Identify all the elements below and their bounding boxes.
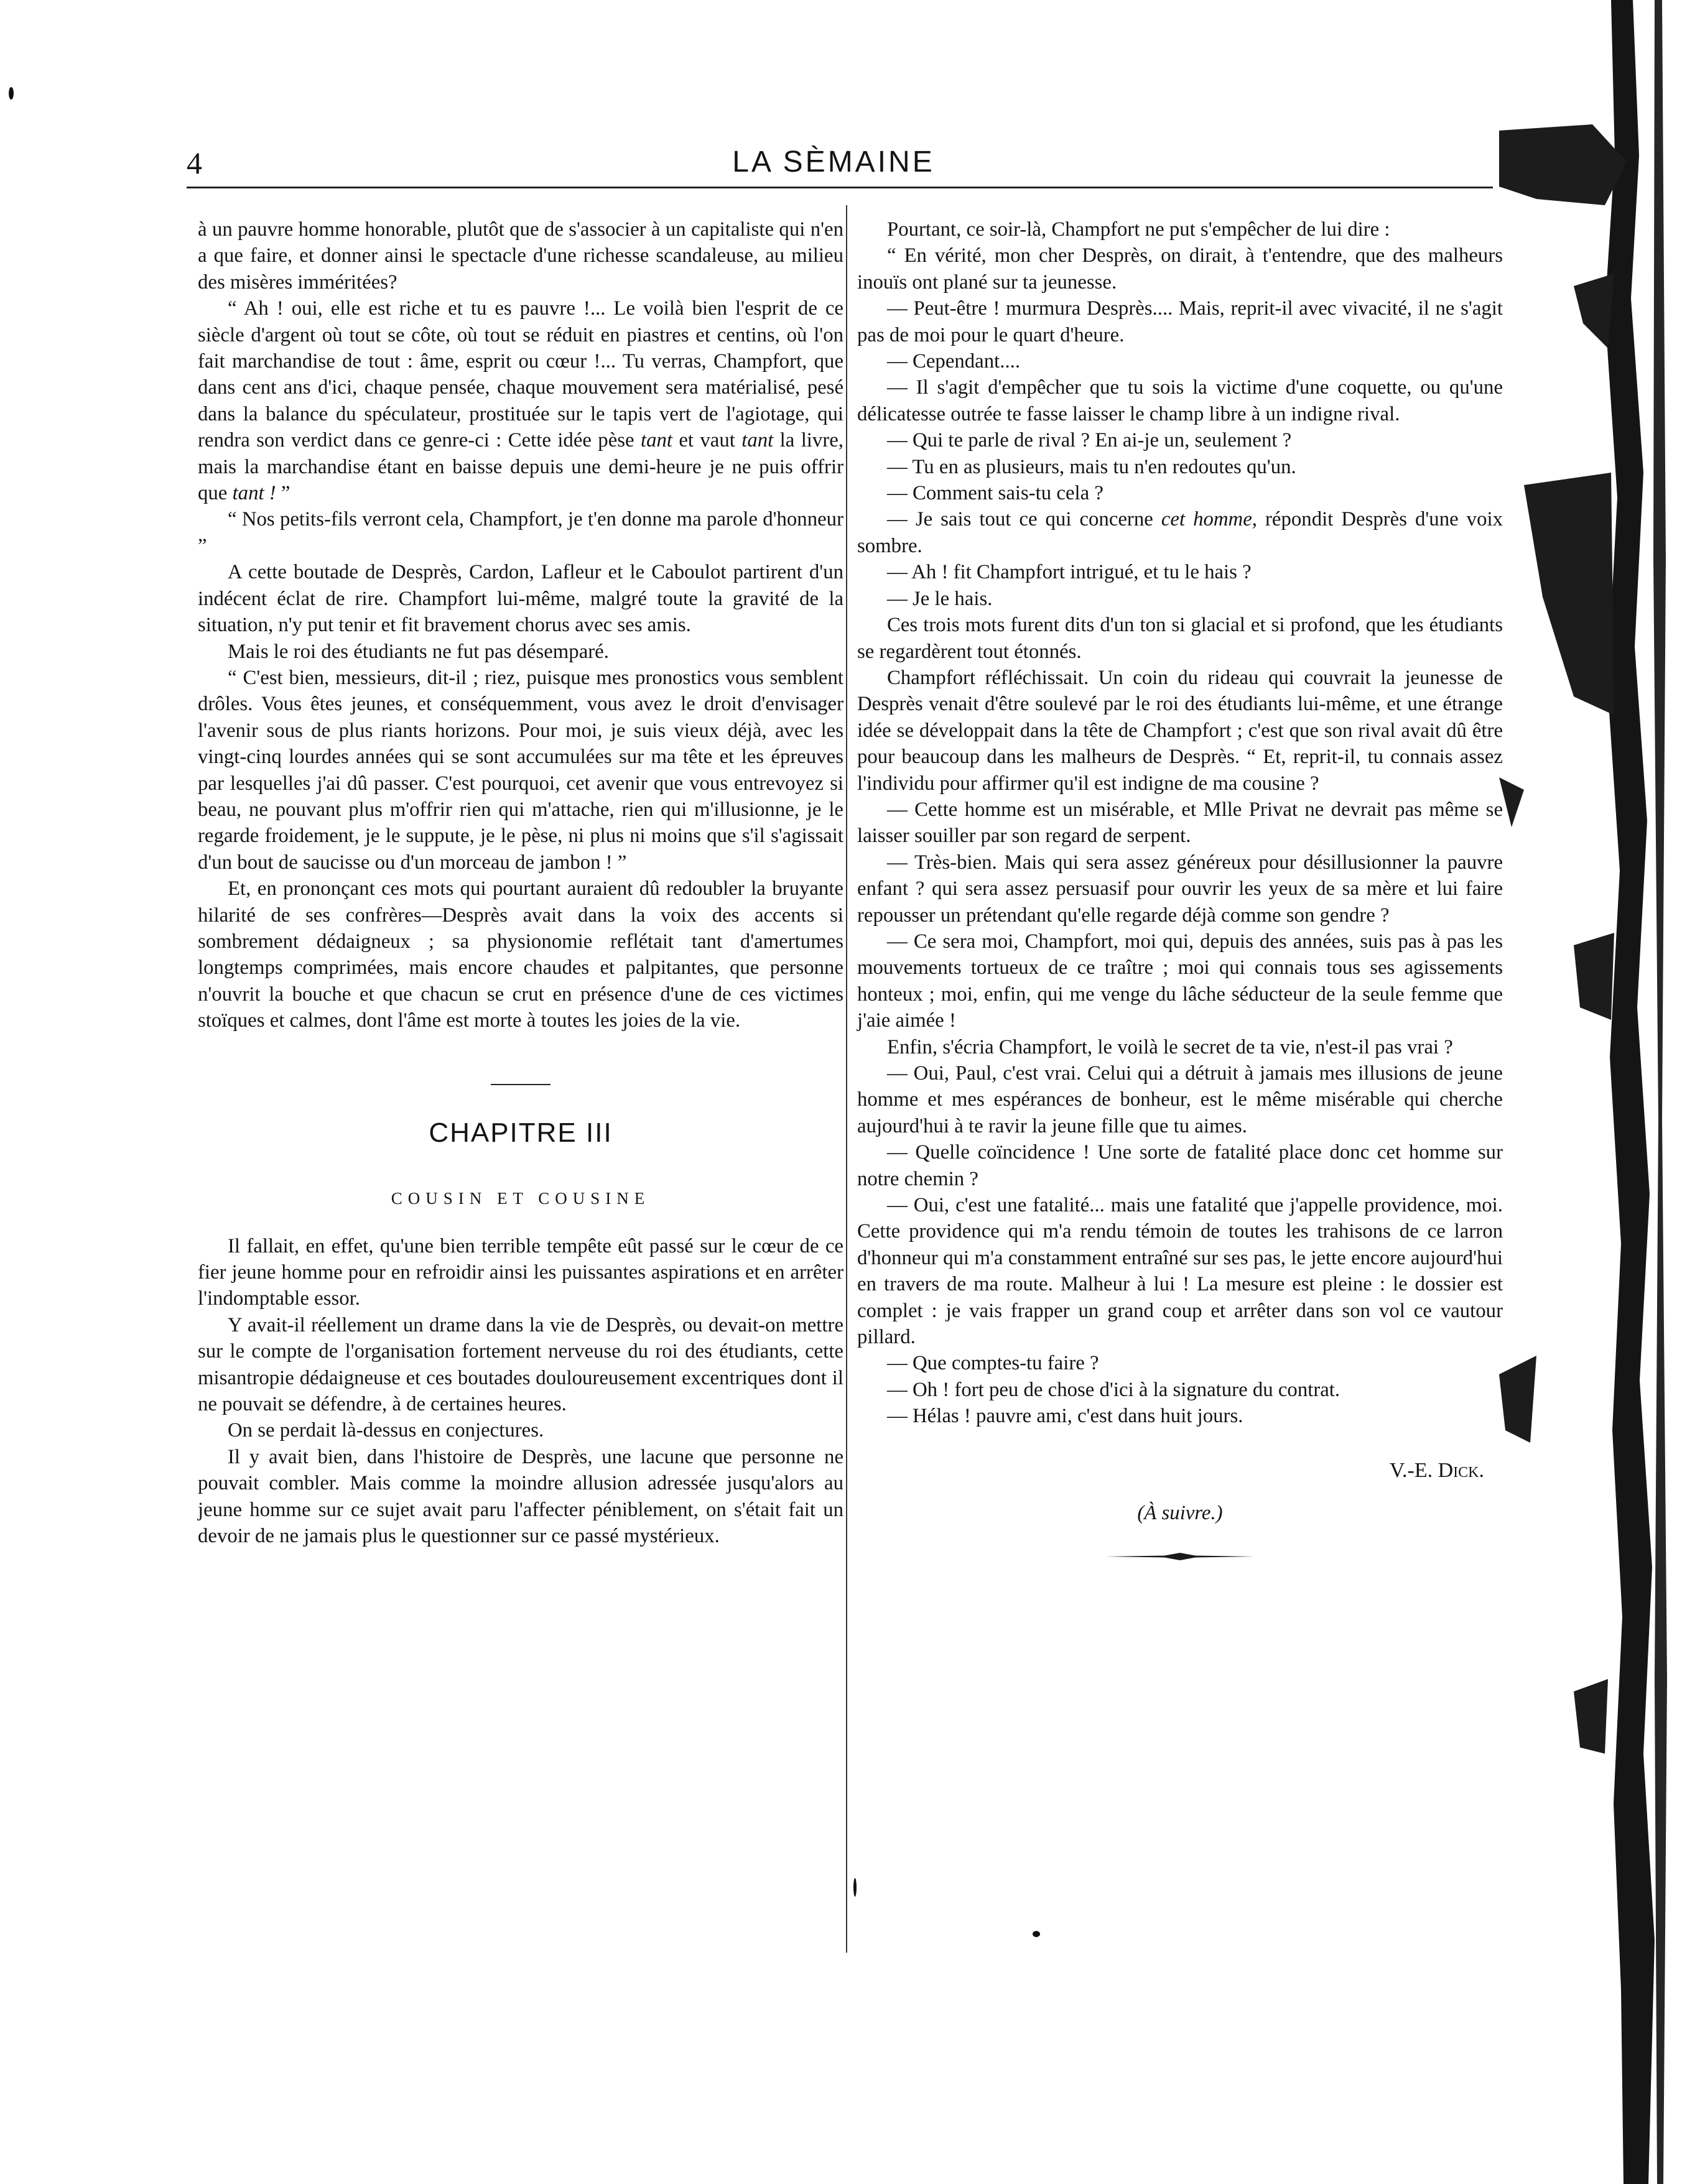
journal-title: LA SÈMAINE	[732, 146, 935, 178]
chapter-title: CHAPITRE III	[429, 1117, 613, 1148]
paragraph-text: , répondit Desprès d'une voix sombre.	[857, 508, 1503, 557]
paragraph: — Cependant....	[887, 350, 1021, 373]
paragraph: “ En vérité, mon cher Desprès, on dirait, à t'entendre, que des malheurs inouïs ont plané sur ta jeunesse.	[857, 244, 1503, 294]
paragraph: — Quelle coïncidence ! Une sorte de fatalité place donc cet homme sur notre chemin ?	[857, 1141, 1503, 1190]
paragraph: Champfort réfléchissait. Un coin du rideau qui couvrait la jeunesse de Desprès venait d'être soulevé par le roi des étudiants lui-même, et une étrange idée se développait dans la tête de Champfort ; c'est que son rival avait dû être pour beaucoup dans les malheurs de Desprès. “ Et, reprit-il, tu connais assez l'individu pour affirmer qu'il est indigne de ma cousine ?	[857, 666, 1503, 795]
left-column	[198, 216, 843, 1549]
paragraph: — Tu en as plusieurs, mais tu n'en redoutes qu'un.	[887, 455, 1296, 478]
paragraph: Il fallait, en effet, qu'une bien terrible tempête eût passé sur le cœur de ce fier jeune homme pour en refroidir ainsi les puissantes aspirations et en arrêter l'indomptable essor.	[198, 1234, 843, 1310]
paragraph: — Il s'agit d'empêcher que tu sois la victime d'une coquette, ou qu'une délicatesse outrée te fasse laisser le champ libre à un indigne rival.	[857, 376, 1503, 425]
italic-text: cet homme	[1161, 508, 1252, 531]
paragraph: On se perdait là-dessus en conjectures.	[228, 1419, 544, 1442]
paragraph	[857, 506, 1503, 559]
paragraph	[198, 295, 843, 506]
paragraph: Pourtant, ce soir-là, Champfort ne put s'empêcher de lui dire :	[887, 218, 1390, 241]
paragraph: — Oui, Paul, c'est vrai. Celui qui a détruit à jamais mes illusions de jeune homme et mes espérances de bonheur, est le même misérable qui cherche aujourd'hui à te ravir la jeune fille que tu aimes.	[857, 1062, 1503, 1137]
author-signature: V.-E. Dick.	[1389, 1458, 1484, 1482]
to-be-continued: (À suivre.)	[1137, 1501, 1223, 1524]
italic-text: tant !	[232, 482, 276, 505]
paragraph-text: ”	[276, 482, 290, 505]
paragraph: — Qui te parle de rival ? En ai-je un, seulement ?	[887, 429, 1292, 452]
paragraph: “ Nos petits-fils verront cela, Champfort, je t'en donne ma parole d'honneur ”	[198, 508, 843, 557]
paragraph: — Peut-être ! murmura Desprès.... Mais, reprit-il avec vivacité, il ne s'agit pas de moi pour le quart d'heure.	[857, 297, 1503, 346]
ink-speck	[1033, 1931, 1040, 1937]
paragraph: — Cette homme est un misérable, et Mlle Privat ne devrait pas même se laisser souiller par son regard de serpent.	[857, 798, 1503, 848]
end-ornament-icon	[1105, 1552, 1255, 1562]
paragraph: Enfin, s'écria Champfort, le voilà le secret de ta vie, n'est-il pas vrai ?	[887, 1035, 1453, 1058]
paragraph: — Comment sais-tu cela ?	[887, 482, 1103, 505]
ink-speck	[853, 1878, 857, 1897]
paragraph: Ces trois mots furent dits d'un ton si glacial et si profond, que les étudiants se regardèrent tout étonnés.	[857, 614, 1503, 663]
italic-text: tant	[640, 429, 672, 452]
paragraph-text: — Je sais tout ce qui concerne	[887, 508, 1161, 531]
paragraph: Il y avait bien, dans l'histoire de Desprès, une lacune que personne ne pouvait combler. Mais comme la moindre allusion adressée jusqu'alors au jeune homme sur ce sujet avait paru l'affecter péniblement, on s'était fait un devoir de ne jamais plus le questionner sur ce passé mystérieux.	[198, 1445, 843, 1548]
paragraph: A cette boutade de Desprès, Cardon, Lafleur et le Caboulot partirent d'un indécent éclat de rire. Champfort lui-même, malgré toute la gravité de la situation, n'y put tenir et fit bravement chorus avec ses amis.	[198, 561, 843, 637]
paragraph: — Ce sera moi, Champfort, moi qui, depuis des années, suis pas à pas les mouvements tortueux de ce traître ; moi qui connais tous ses agissements honteux ; moi, enfin, qui me venge du lâche séducteur de la seule femme que j'aie aimée !	[857, 930, 1503, 1032]
paragraph: — Hélas ! pauvre ami, c'est dans huit jours.	[887, 1405, 1243, 1428]
chapter-subtitle: COUSIN ET COUSINE	[391, 1188, 651, 1208]
torn-edge-decoration-icon	[1499, 0, 1705, 2184]
page-header	[187, 140, 1480, 190]
paragraph: — Que comptes-tu faire ?	[887, 1352, 1099, 1375]
header-rule	[187, 187, 1493, 188]
right-column	[857, 216, 1503, 1562]
paragraph: — Ah ! fit Champfort intrigué, et tu le hais ?	[887, 561, 1252, 584]
paragraph-text: la livre, mais la marchandise étant en baisse depuis une demi-heure je ne puis offrir que	[198, 429, 843, 505]
section-divider	[491, 1084, 551, 1085]
page-number: 4	[187, 146, 202, 180]
paragraph: à un pauvre homme honorable, plutôt que de s'associer à un capitaliste qui n'en a que faire, et donner ainsi le spectacle d'une richesse scandaleuse, au milieu des misères imméritées?	[198, 218, 843, 294]
paragraph: Mais le roi des étudiants ne fut pas désemparé.	[228, 640, 609, 663]
paragraph-text: et vaut	[672, 429, 742, 452]
paragraph-text: “ Ah ! oui, elle est riche et tu es pauvre !... Le voilà bien l'esprit de ce siècle d'argent où tout se côte, où tout se réduit en piastres et centins, où l'on fait marchandise de tout : âme, esprit ou cœur !... Tu verras, Champfort, que dans cent ans d'ici, chaque pensée, chaque mouvement sera matérialisé, pesé dans la balance du spéculateur, prostituée sur le tapis vert de l'agiotage, qui rendra son verdict dans ce genre-ci : Cette idée pèse	[198, 297, 843, 452]
paragraph: “ C'est bien, messieurs, dit-il ; riez, puisque mes pronostics vous semblent drôles. Vous êtes jeunes, et conséquemment, vous avez le droit d'envisager l'avenir sous de plus riants horizons. Pour moi, je suis vieux déjà, avec les vingt-cinq lourdes années qui se sont accumulées sur ma tête et les épreuves par lesquelles j'ai dû passer. C'est pourquoi, cet avenir que vous entrevoyez si beau, ne pouvant plus m'offrir rien qui m'attache, rien qui m'illusionne, je le regarde froidement, je le suppute, je le pèse, ni plus ni moins que s'il s'agissait d'un bout de saucisse ou d'un morceau de jambon ! ”	[198, 666, 843, 874]
paragraph: Y avait-il réellement un drame dans la vie de Desprès, ou devait-on mettre sur le compte de l'organisation fortement nerveuse du roi des étudiants, cette misantropie dédaigneuse et ces boutades douloureusement excentriques dont il ne pouvait se défendre, à de certaines heures.	[198, 1313, 843, 1416]
paragraph: Et, en prononçant ces mots qui pourtant auraient dû redoubler la bruyante hilarité de ses confrères—Desprès avait dans la voix des accents si sombrement dédaigneux ; sa physionomie reflétait tant d'amertumes longtemps comprimées, mais encore chaudes et palpitantes, que personne n'ouvrit la bouche et que chacun se crut en présence d'une de ces victimes stoïques et calmes, dont l'âme est morte à toutes les joies de la vie.	[198, 877, 843, 1032]
column-divider	[846, 205, 847, 1953]
paragraph: — Je le hais.	[887, 587, 993, 610]
paragraph: — Oh ! fort peu de chose d'ici à la signature du contrat.	[887, 1378, 1340, 1401]
paragraph: — Très-bien. Mais qui sera assez généreux pour désillusionner la pauvre enfant ? qui sera assez persuasif pour ouvrir les yeux de sa mère et lui faire repousser un prétendant qu'elle regarde déjà comme son gendre ?	[857, 851, 1503, 927]
paragraph: — Oui, c'est une fatalité... mais une fatalité que j'appelle providence, moi. Cette providence qui m'a rendu témoin de toutes les trahisons de ce larron d'honneur qui m'a constamment entraîné sur ses pas, le jette encore aujourd'hui en travers de ma route. Malheur à lui ! La mesure est pleine : le dossier est complet : je vais frapper un grand coup et arrêter dans son vol ce vautour pillard.	[857, 1194, 1503, 1349]
ink-speck	[9, 87, 14, 99]
italic-text: tant	[741, 429, 774, 452]
